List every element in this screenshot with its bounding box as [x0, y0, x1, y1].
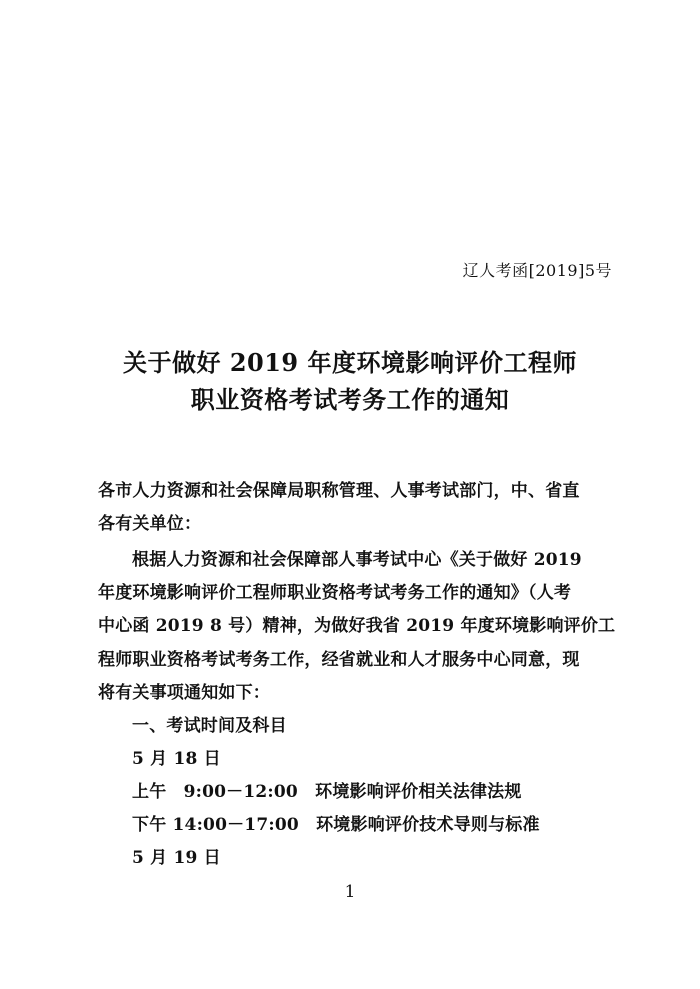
schedule-line-1: 5 月 18 日 [132, 749, 221, 769]
paragraph-line-5: 将有关事项通知如下： [98, 683, 270, 703]
paragraph-line-4: 程师职业资格考试考务工作，经省就业和人才服务中心同意，现 [98, 650, 580, 670]
paragraph-line-1: 根据人力资源和社会保障部人事考试中心《关于做好 2019 [132, 550, 582, 570]
document-title-line-2: 职业资格考试考务工作的通知 [190, 385, 510, 414]
schedule-line-3: 下午 14:00－17:00 环境影响评价技术导则与标准 [132, 815, 540, 835]
paragraph-line-3: 中心函 2019 8 号）精神，为做好我省 2019 年度环境影响评价工 [98, 616, 616, 636]
schedule-line-2: 上午 9:00－12:00 环境影响评价相关法律法规 [132, 782, 522, 802]
addressee-line-1: 各市人力资源和社会保障局职称管理、人事考试部门，中、省直 [98, 481, 580, 501]
document-number: 辽人考函[2019]5号 [462, 261, 612, 280]
page-number: 1 [344, 882, 356, 902]
section-heading: 一、考试时间及科目 [132, 716, 287, 736]
paragraph-line-2: 年度环境影响评价工程师职业资格考试考务工作的通知》（人考 [98, 583, 572, 603]
document-title-line-1: 关于做好 2019 年度环境影响评价工程师 [122, 348, 577, 377]
addressee-line-2: 各有关单位： [98, 514, 202, 534]
schedule-line-4: 5 月 19 日 [132, 848, 221, 868]
